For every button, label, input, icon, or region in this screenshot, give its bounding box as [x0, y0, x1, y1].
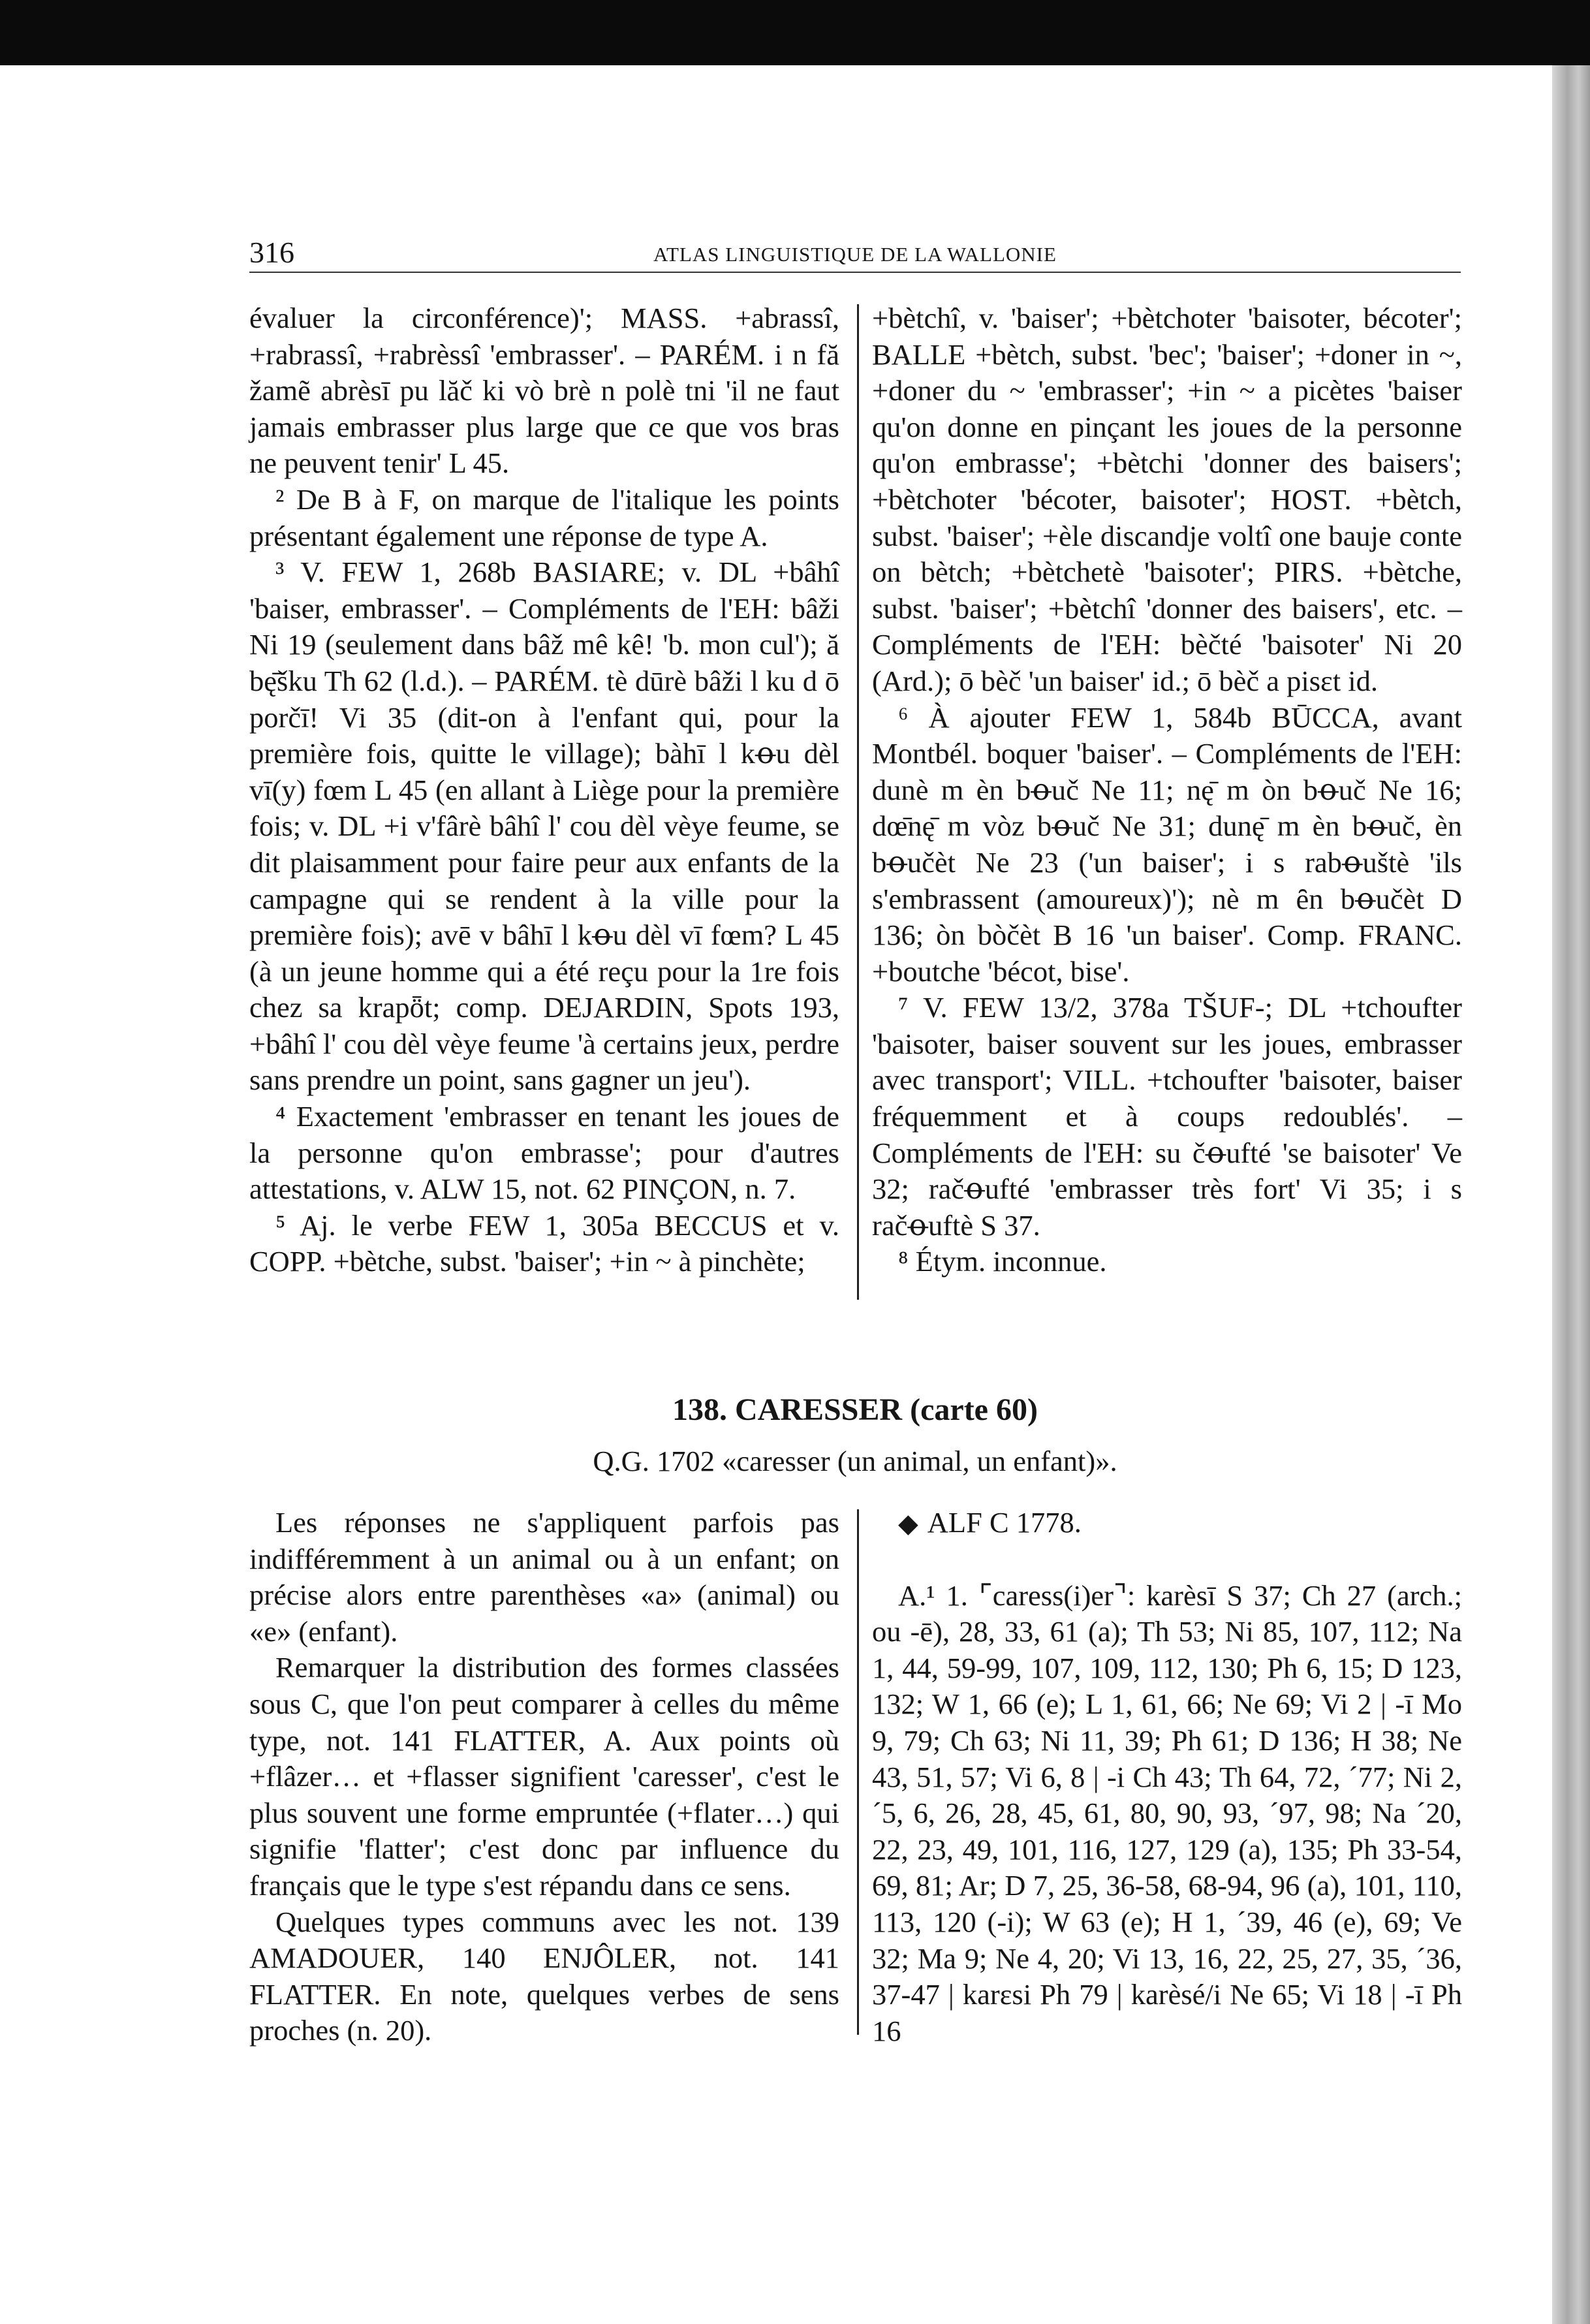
- footnote-2: ² De B à F, on marque de l'italique les points présentant également une réponse de type A.: [249, 482, 839, 552]
- forms-column: [872, 1505, 1462, 2049]
- notes-column-left: [249, 300, 839, 1280]
- body-paragraph: Les réponses ne s'appliquent parfois pas indifféremment à un animal ou à un enfant; on précise alors entre parenthèses «a» (animal) ou «e» (enfant).: [249, 1506, 839, 1648]
- column-divider-bottom: [857, 1509, 859, 2035]
- footnote-6: ⁶ À ajouter FEW 1, 584b BŪCCA, avant Montbél. boquer 'baiser'. – Compléments de l'EH: dunè m èn bꝋuč Ne 11; nę̄ m òn bꝋuč Ne 16; dœ̄nę̄ m vòz bꝋuč Ne 31; dunę̄ m èn bꝋuč, èn bꝋučèt Ne 23 ('un baiser'; i s rabꝋuštè 'ils s'embrassent (amoureux)'); nè m ȇn bꝋučèt D 136; òn bòčèt B 16 'un baiser'. Comp. FRANC. +boutche 'bécot, bise'.: [872, 700, 1462, 988]
- note-paragraph: +bètchî, v. 'baiser'; +bètchoter 'baisoter, bécoter'; BALLE +bètch, subst. 'bec'; 'baiser'; +doner in ~, +doner du ~ 'embrasser'; +in ~ a picètes 'baiser qu'on donne en pinçant les joues de la personne qu'on embrasse'; +bètchi 'donner des baisers'; +bètchoter 'bécoter, baisoter'; HOST. +bètch, subst. 'baiser'; +èle discandje voltî one bauje conte on bètch; +bètchetè 'baisoter'; PIRS. +bètche, subst. 'baiser'; +bètchî 'donner des baisers', etc. – Compléments de l'EH: bèčté 'baisoter' Ni 20 (Ard.); ō bèč 'un baiser' id.; ō bèč a pisɛt id.: [872, 302, 1462, 697]
- body-paragraph: Remarquer la distribution des formes classées sous C, que l'on peut comparer à celles du même type, not. 141 FLATTER, A. Aux points où +flâzer… et +flasser signifient 'caresser', c'est le plus souvent une forme empruntée (+flater…) qui signifie 'flatter'; c'est donc par influence du français que le type s'est répandu dans ce sens.: [249, 1651, 839, 1902]
- page-number: 316: [249, 236, 294, 269]
- scan-top-band: [0, 0, 1590, 65]
- running-title: ATLAS LINGUISTIQUE DE LA WALLONIE: [653, 243, 1057, 266]
- diamond-icon: ◆: [898, 1509, 918, 1538]
- notes-column-right: [872, 300, 1462, 1280]
- footnote-3: ³ V. FEW 1, 268b BASIARE; v. DL +bâhî 'baiser, embrasser'. – Compléments de l'EH: bâži Ni 19 (seulement dans bâž mê kê! 'b. mon cul'); ă bę̄šku Th 62 (l.d.). – PARÉM. tè dūrè bâži l ku d ō porčī! Vi 35 (dit-on à l'enfant qui, pour la première fois, quitte le village); bàhī l kꝋu dèl vī(y) fœm L 45 (en allant à Liège pour la première fois; v. DL +i v'fârè bâhî l' cou dèl vèye feume, se dit plaisamment pour faire peur aux enfants de la campagne qui se rendent à la ville pour la première fois); avē v bâhī l kꝋu dèl vī fœm? L 45 (à un jeune homme qui a été reçu pour la 1re fois chez sa krapȫt; comp. DEJARDIN, Spots 193, +bâhî l' cou dèl vèye feume 'à certains jeux, perdre sans prendre un point, sans gagner un jeu').: [249, 556, 839, 1097]
- body-paragraph: Quelques types communs avec les not. 139 AMADOUER, 140 ENJÔLER, not. 141 FLATTER. En note, quelques verbes de sens proches (n. 20).: [249, 1905, 839, 2047]
- note-paragraph: évaluer la circonférence)'; MASS. +abrassî, +rabrassî, +rabrèssî 'embrasser'. – PARÉM. i n fă žamẽ abrèsī pu lăč ki vò brè n polè tni 'il ne faut jamais embrasser plus large que ce que vos bras ne peuvent tenir' L 45.: [249, 302, 839, 480]
- forms-entry: A.¹ 1. ⌜caress(i)er⌝: karèsī S 37; Ch 27 (arch.; ou -ē), 28, 33, 61 (a); Th 53; Ni 85, 107, 112; Na 1, 44, 59-99, 107, 109, 112, 130; Ph 6, 15; D 123, 132; W 1, 66 (e); L 1, 61, 66; Ne 69; Vi 2 | -ī Mo 9, 79; Ch 63; Ni 11, 39; Ph 61; D 136; H 38; Ne 43, 51, 57; Vi 6, 8 | -i Ch 43; Th 64, 72, ´77; Ni 2, ´5, 6, 26, 28, 45, 61, 80, 90, 93, ´97, 98; Na ´20, 22, 23, 49, 101, 116, 127, 129 (a), 135; Ph 33-54, 69, 81; Ar; D 7, 25, 36-58, 68-94, 96 (a), 101, 110, 113, 120 (-i); W 63 (e); H 1, ´39, 46 (e), 69; Ve 32; Ma 9; Ne 4, 20; Vi 13, 16, 22, 25, 27, 35, ´36, 37-47 | karɛsi Ph 79 | karèsé/i Ne 65; Vi 18 | -ī Ph 16: [872, 1578, 1462, 2047]
- footnote-7: ⁷ V. FEW 13/2, 378a TŠUF-; DL +tchoufter 'baisoter, baiser souvent sur les joues, embrasser avec transport'; VILL. +tchoufter 'baisoter, baiser fréquemment et à coups redoublés'. – Compléments de l'EH: su čꝋufté 'se baisoter' Ve 32; račꝋufté 'embrasser très fort' Vi 35; i s račꝋuftè S 37.: [872, 991, 1462, 1242]
- section-subtitle: Q.G. 1702 «caresser (un animal, un enfant)».: [593, 1445, 1117, 1477]
- footnote-8: ⁸ Étym. inconnue.: [898, 1245, 1107, 1278]
- scan-page-edge: [1552, 65, 1590, 2324]
- column-divider-top: [857, 304, 859, 1300]
- section-title: 138. CARESSER (carte 60): [672, 1392, 1038, 1427]
- commentary-column: [249, 1505, 839, 2049]
- alf-label: ALF C 1778.: [927, 1506, 1082, 1539]
- footnote-5: ⁵ Aj. le verbe FEW 1, 305a BECCUS et v. COPP. +bètche, subst. 'baiser'; +in ~ à pinchète;: [249, 1208, 839, 1278]
- footnote-4: ⁴ Exactement 'embrasser en tenant les joues de la personne qu'on embrasse'; pour d'autres attestations, v. ALW 15, not. 62 PINÇON, n. 7.: [249, 1100, 839, 1206]
- alf-reference: [872, 1505, 1462, 1542]
- page-header: [249, 235, 1461, 273]
